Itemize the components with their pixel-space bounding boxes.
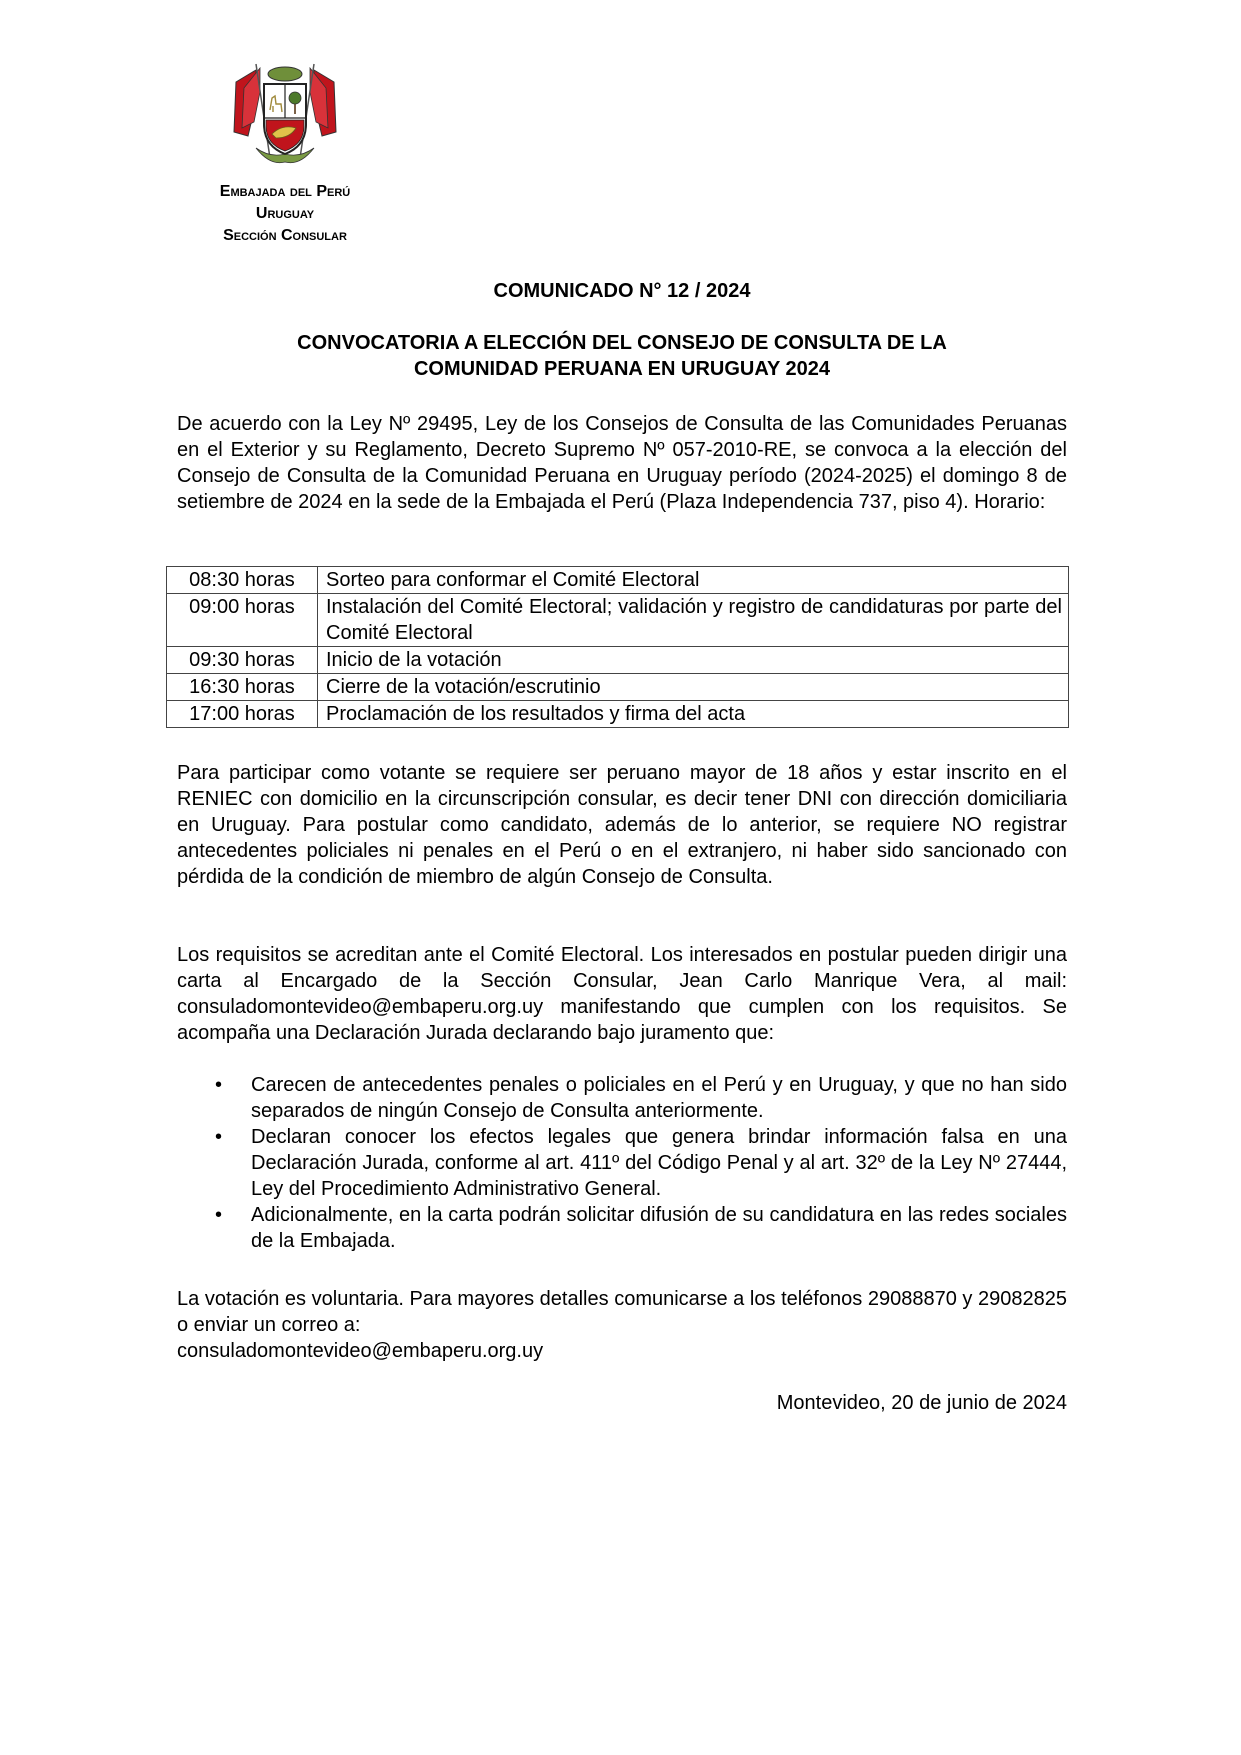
- schedule-activity: Instalación del Comité Electoral; validación y registro de candidaturas por parte del Comité Electoral: [318, 594, 1069, 647]
- list-item-text: Carecen de antecedentes penales o policiales en el Perú y en Uruguay, y que no han sido separados de ningún Consejo de Consulta anteriormente.: [251, 1074, 1067, 1122]
- schedule-activity: Proclamación de los resultados y firma del acta: [318, 701, 1069, 728]
- list-item: [177, 1072, 1067, 1124]
- bullet-icon: •: [215, 1126, 223, 1148]
- declaration-list: [177, 1072, 1067, 1254]
- bullet-icon: •: [215, 1204, 223, 1226]
- schedule-activity: Cierre de la votación/escrutinio: [318, 674, 1069, 701]
- letterhead-embassy: Embajada del Perú: [219, 183, 351, 200]
- list-item-text: Declaran conocer los efectos legales que genera brindar información falsa en una Declaración Jurada, conforme al art. 411º del Código Penal y al art. 32º de la Ley Nº 27444, Ley del Procedimiento Administrativo General.: [251, 1126, 1067, 1200]
- intro-paragraph: De acuerdo con la Ley Nº 29495, Ley de los Consejos de Consulta de las Comunidades Peruanas en el Exterior y su Reglamento, Decreto Supremo Nº 057-2010-RE, se convoca a la elección del Consejo de Consulta de la Comunidad Peruana en Uruguay período (2024-2025) el domingo 8 de setiembre de 2024 en la sede de la Embajada el Perú (Plaza Independencia 737, piso 4). Horario:: [177, 413, 1067, 513]
- list-item: [177, 1124, 1067, 1202]
- bullet-icon: •: [215, 1074, 223, 1096]
- table-row: [167, 647, 1069, 674]
- accreditation-paragraph: Los requisitos se acreditan ante el Comité Electoral. Los interesados en postular pueden dirigir una carta al Encargado de la Sección Consular, Jean Carlo Manrique Vera, al mail: consuladomontevideo@embaperu.org.uy manifestando que cumplen con los requisitos. Se acompaña una Declaración Jurada declarando bajo juramento que:: [177, 944, 1067, 1044]
- schedule-time: 17:00 horas: [167, 701, 318, 728]
- table-row: [167, 594, 1069, 647]
- letterhead: [160, 181, 410, 247]
- document-title: [177, 330, 1067, 382]
- schedule-time: 09:30 horas: [167, 647, 318, 674]
- schedule-activity: Inicio de la votación: [318, 647, 1069, 674]
- document-title-line: COMUNIDAD PERUANA EN URUGUAY 2024: [413, 358, 830, 380]
- letterhead-section: Sección Consular: [223, 227, 347, 244]
- coat-of-arms-icon: [226, 62, 344, 172]
- schedule-table: [166, 566, 1069, 728]
- closing-paragraph: [177, 1286, 1067, 1364]
- list-item: [177, 1202, 1067, 1254]
- list-item-text: Adicionalmente, en la carta podrán solicitar difusión de su candidatura en las redes sociales de la Embajada.: [251, 1204, 1067, 1252]
- schedule-time: 09:00 horas: [167, 594, 318, 647]
- date-line: Montevideo, 20 de junio de 2024: [776, 1392, 1067, 1414]
- letterhead-country: Uruguay: [255, 205, 315, 222]
- table-row: [167, 674, 1069, 701]
- schedule-activity: Sorteo para conformar el Comité Electoral: [318, 567, 1069, 594]
- table-row: [167, 567, 1069, 594]
- closing-text: La votación es voluntaria. Para mayores detalles comunicarse a los teléfonos 29088870 y 29082825 o enviar un correo a:: [177, 1288, 1067, 1336]
- requirements-paragraph: Para participar como votante se requiere ser peruano mayor de 18 años y estar inscrito en el RENIEC con domicilio en la circunscripción consular, es decir tener DNI con dirección domiciliaria en Uruguay. Para postular como candidato, además de lo anterior, se requiere NO registrar antecedentes policiales ni penales en el Perú o en el extranjero, ni haber sido sancionado con pérdida de la condición de miembro de algún Consejo de Consulta.: [177, 762, 1067, 888]
- table-row: [167, 701, 1069, 728]
- schedule-time: 16:30 horas: [167, 674, 318, 701]
- schedule-time: 08:30 horas: [167, 567, 318, 594]
- document-title-line: CONVOCATORIA A ELECCIÓN DEL CONSEJO DE CONSULTA DE LA: [297, 332, 947, 354]
- contact-email: consuladomontevideo@embaperu.org.uy: [177, 1340, 544, 1362]
- communique-number: COMUNICADO N° 12 / 2024: [493, 280, 751, 302]
